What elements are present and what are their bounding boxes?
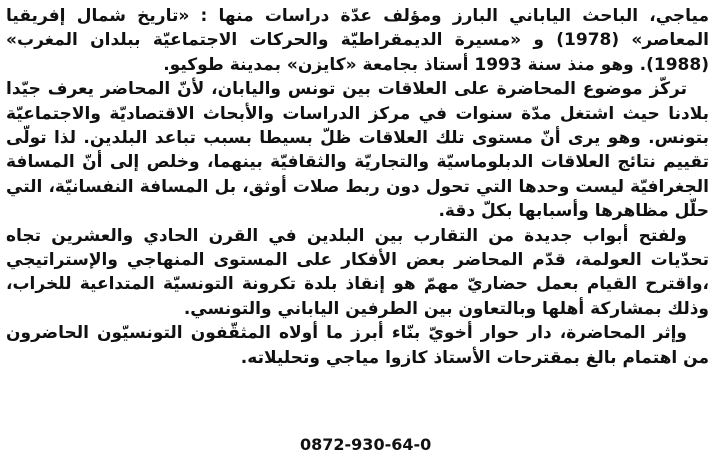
paragraph-discussion: وإثر المحاضرة، دار حوار أخويّ بنّاء أبرز ما أولاه المثقّفون التونسيّون الحاضرون من اهتمام بالغ بمقترحات الأستاذ كازوا مياجي وتحليلاته. xyxy=(6,323,709,368)
paragraph-lecture-topic: تركّز موضوع المحاضرة على العلاقات بين تونس واليابان، لأنّ المحاضر يعرف جيّدا بلادنا حيث اشتغل مدّة سنوات في مركز الدراسات والأبحاث الاقتصاديّة والاجتماعيّة بتونس. وهو يرى أنّ مستوى تلك العلاقات ظلّ بسيطا بسبب تباعد البلدين. لذا تولّى تقييم نتائج العلاقات الدبلوماسيّة والتجاريّة والثقافيّة بينهما، وخلص إلى أنّ المسافة الجغرافيّة ليست وحدها التي تحول دون ربط صلات أوثق، بل المسافة النفسانيّة، التي حلّل مظاهرها وأسبابها بكلّ دقة. xyxy=(6,79,709,222)
paragraph-new-horizons: ولفتح أبواب جديدة من التقارب بين البلدين في القرن الحادي والعشرين تجاه تحدّيات العولمة، قدّم المحاضر بعض الأفكار على المستوى المنهاجي والإستراتيجي ،واقترح القيام بعمل حضاريّ مهمّ هو إنقاذ بلدة تكرونة التونسيّة المتداعية للخراب، وذلك بمشاركة أهلها وبالتعاون بين الطرفين الياباني والتونسي. xyxy=(6,225,709,319)
cut-off-bottom-line: 0872-930-64-0 xyxy=(300,435,432,454)
paragraph-author-bio: مياجي، الباحث الياباني البارز ومؤلف عدّة دراسات منها : «تاريخ شمال إفريقيا المعاصر» (1978) و «مسيرة الديمقراطيّة والحركات الاجتماعيّة ببلدان المغرب» (1988). وهو منذ سنة 1993 أستاذ بجامعة «كايزن» بمدينة طوكيو. xyxy=(6,6,709,75)
